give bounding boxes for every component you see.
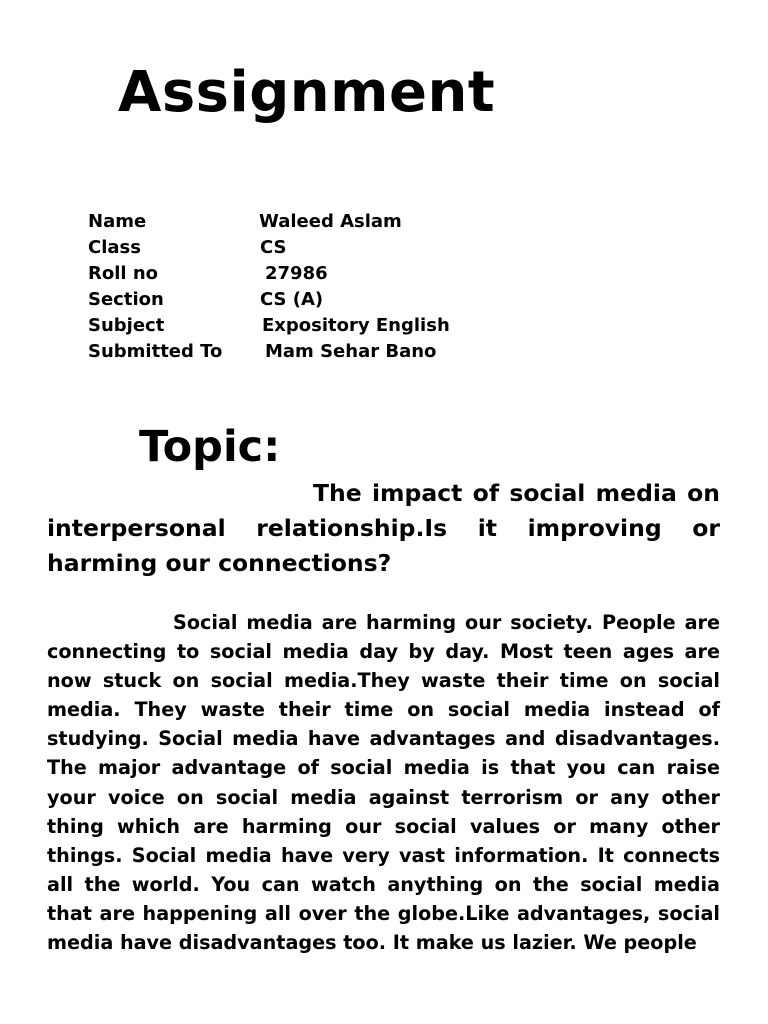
info-value: CS (A) [260,289,324,310]
info-row-subject [88,313,508,339]
document-title: Assignment [118,60,496,125]
topic-text: The impact of social media on interpersonal relationship.Is it improving or harming our connections? [47,479,720,577]
info-value: Mam Sehar Bano [265,341,437,362]
info-value: CS [260,237,287,258]
info-label: Section [88,289,164,310]
info-row-name [88,209,508,235]
info-label: Roll no [88,263,159,284]
topic-heading: Topic: [139,422,281,472]
info-label: Subject [88,315,165,336]
body-paragraph: Social media are harming our society. People are connecting to social media day by day. Most teen ages are now stuck on social media.They waste their time on social media. They waste their time on social media instead of studying. Social media have advantages and disadvantages. The major advantage of social media is that you can raise your voice on social media against terrorism or any other thing which are harming our social values or many other things. Social media have very vast information. It connects all the world. You can watch anything on the social media that are happening all over the globe.Like advantages, social media have disadvantages too. It make us lazier. We people [47,611,720,955]
info-row-submitted-to [88,339,508,365]
info-value: Expository English [262,315,450,336]
info-row-roll-no [88,261,508,287]
student-info-block [88,209,508,365]
info-value: 27986 [265,263,328,284]
info-row-section [88,287,508,313]
info-value: Waleed Aslam [259,211,402,232]
info-label: Name [88,211,147,232]
info-label: Submitted To [88,341,223,362]
info-row-class [88,235,508,261]
info-label: Class [88,237,141,258]
